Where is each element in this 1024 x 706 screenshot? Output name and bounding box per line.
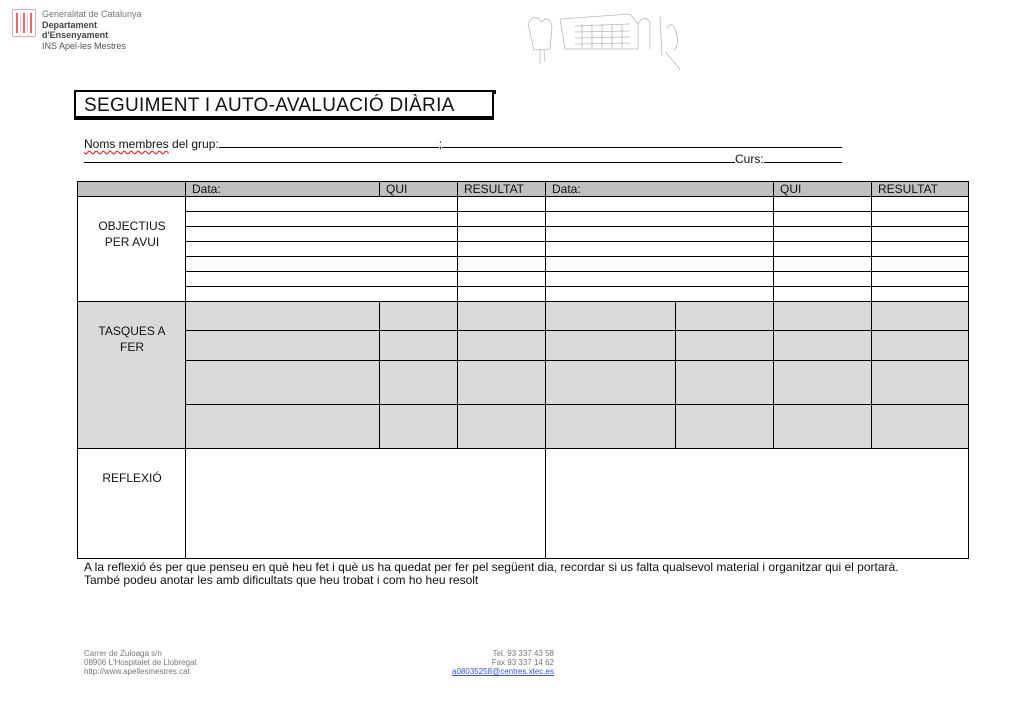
group-members-label-rest: del grup:: [168, 137, 219, 151]
objectives-row-line: [186, 256, 968, 257]
table-rule: [78, 301, 968, 302]
school-building-sketch: [520, 4, 695, 74]
objectives-row-line: [186, 241, 968, 242]
footer-address: [84, 649, 197, 676]
institution-header: [42, 9, 142, 51]
tasks-section: [78, 301, 968, 448]
objectives-row-line: [186, 271, 968, 272]
objectives-row-line: [186, 226, 968, 227]
tasks-row-line: [186, 330, 968, 331]
generalitat-logo: [12, 9, 36, 37]
table-rule: [379, 301, 380, 448]
row-label-tasks: TASQUES A FER: [98, 324, 166, 354]
footer-contact: [440, 649, 554, 676]
reflection-left-field[interactable]: [186, 449, 545, 558]
course-label: Curs:: [735, 152, 764, 166]
table-rule: [78, 196, 968, 197]
tasks-row-line: [186, 404, 968, 405]
table-rule: [871, 182, 872, 448]
header-result-left: RESULTAT: [458, 182, 546, 196]
footer-address-line: 08906 L'Hospitalet de Llobregat: [84, 658, 197, 667]
group-members-field-3[interactable]: [84, 153, 735, 163]
footer-fax: Fax 93 337 14 62: [491, 658, 554, 667]
row-label-reflection: REFLEXIÓ: [102, 471, 162, 485]
row-label-objectives: OBJECTIUS PER AVUI: [98, 219, 166, 249]
footer-address-line: Carrer de Zuloaga s/n: [84, 649, 162, 658]
page-title: SEGUIMENT I AUTO-AVALUACIÓ DIÀRIA: [84, 95, 455, 116]
group-members-label: Noms membres: [84, 137, 169, 151]
header-result-right: RESULTAT: [872, 182, 968, 196]
institution-line: d'Ensenyament: [42, 30, 109, 40]
title-box: [74, 90, 494, 120]
tracking-table: [77, 181, 969, 559]
group-separator: ;: [438, 137, 443, 151]
table-rule: [379, 182, 380, 196]
tasks-row-line: [186, 360, 968, 361]
instructions-note: [84, 561, 899, 587]
objectives-row-line: [186, 211, 968, 212]
group-members-field-2[interactable]: [442, 138, 842, 148]
course-field[interactable]: [764, 153, 842, 163]
table-rule: [457, 182, 458, 448]
institution-line: Generalitat de Catalunya: [42, 9, 142, 19]
header-date-right: Data:: [546, 182, 774, 196]
table-rule: [675, 301, 676, 448]
group-members-line-2: [84, 152, 842, 166]
group-members-field-1[interactable]: [219, 138, 439, 148]
table-rule: [773, 182, 774, 448]
header-who-right: QUI: [774, 182, 872, 196]
footer-email-link[interactable]: a08035258@centres.xtec.es: [452, 667, 554, 676]
footer-address-line[interactable]: http://www.apellesmestres.cat: [84, 667, 190, 676]
note-line-2: També podeu anotar les amb dificultats que heu trobat i com ho heu resolt: [84, 573, 479, 587]
objectives-row-line: [186, 286, 968, 287]
header-who-left: QUI: [380, 182, 458, 196]
header-date-left: Data:: [186, 182, 380, 196]
institution-line: INS Apel·les Mestres: [42, 40, 127, 51]
reflection-right-field[interactable]: [546, 449, 968, 558]
group-members-line: [84, 137, 842, 151]
footer-phone: Tel. 93 337 43 58: [492, 649, 554, 658]
institution-line: Departament: [42, 19, 98, 30]
note-line-1: A la reflexió és per que penseu en què heu fet i què us ha quedat per fer pel següent dia, recordar si us falta qualsevol material i organitzar qui el portarà.: [84, 560, 899, 574]
